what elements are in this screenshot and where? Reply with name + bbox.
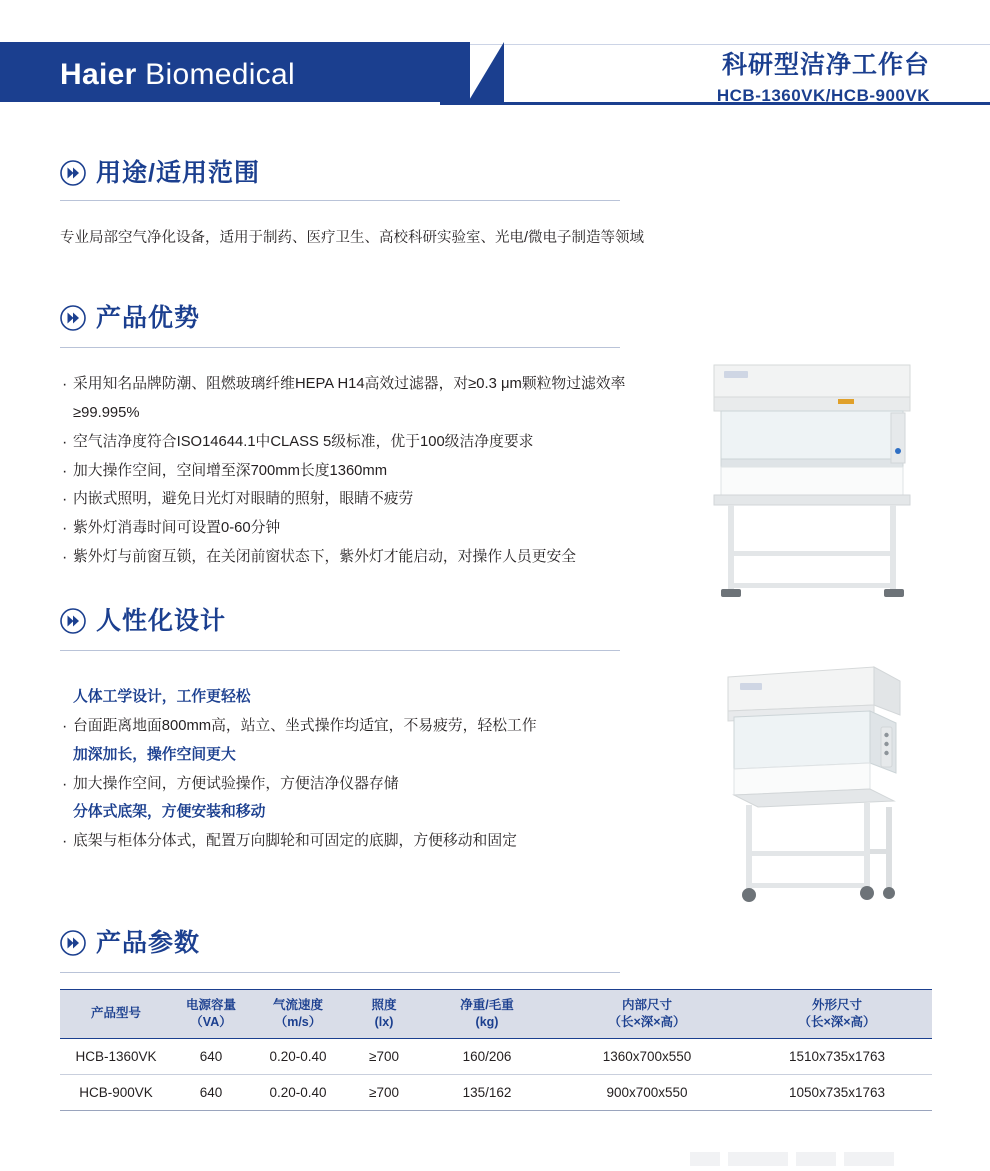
cell-external-size: 1050x735x1763 [742,1074,932,1110]
col-header-power-l1: 电源容量 [185,998,236,1012]
cell-power: 640 [172,1074,250,1110]
section-heading-design [60,608,226,634]
col-header-internal-size [552,990,742,1039]
cell-internal-size: 1360x700x550 [552,1038,742,1074]
cell-power: 640 [172,1038,250,1074]
col-header-illuminance [346,990,422,1039]
col-header-model-l1: 产品型号 [90,1006,141,1021]
col-header-internal-size-l2: （长×深×高） [608,1014,686,1029]
cell-airflow: 0.20-0.40 [250,1038,346,1074]
col-header-power [172,990,250,1039]
product-photo-hcb-1360vk [688,355,943,620]
section-heading-advantages [60,305,200,331]
list-item: · 加大操作空间，方便试验操作，方便洁净仪器存储 [60,770,680,799]
brand-name-light: Biomedical [136,58,295,91]
col-header-weight-l2: (kg) [475,1014,499,1029]
list-item: · 加大操作空间，空间增至深700mm长度1360mm [60,457,680,486]
design-subheading: 加深加长，操作空间更大 [73,746,236,763]
table-header-row [60,990,932,1039]
col-header-external-size-l2: （长×深×高） [798,1014,876,1029]
header-thin-rule [440,44,990,45]
spec-table-head [60,990,932,1039]
chevron-badge-icon [60,608,86,634]
spec-table-wrapper [60,989,932,1111]
page-header [0,0,990,118]
list-item: · 采用知名品牌防潮、阻燃玻璃纤维HEPA H14高效过滤器，对≥0.3 μm颗粒物过滤效率≥99.995% [60,370,680,428]
usage-description: 专业局部空气净化设备，适用于制药、医疗卫生、高校科研实验室、光电/微电子制造等领域 [60,230,645,246]
section-title-usage: 用途/适用范围 [96,158,260,187]
design-list [60,683,680,856]
list-item: · 内嵌式照明，避免日光灯对眼睛的照射，眼睛不疲劳 [60,485,680,514]
section-heading-usage [60,160,260,186]
col-header-model [60,990,172,1039]
col-header-airflow [250,990,346,1039]
list-item: · 空气洁净度符合ISO14644.1中CLASS 5级标准，优于100级洁净度要求 [60,428,680,457]
brand-logo [60,58,295,92]
cell-weight: 160/206 [422,1038,552,1074]
cell-external-size: 1510x735x1763 [742,1038,932,1074]
col-header-airflow-l1: 气流速度 [272,998,323,1012]
section-title-design: 人性化设计 [96,606,227,635]
design-subheading: 人体工学设计，工作更轻松 [73,689,251,705]
spec-table-body [60,1038,932,1110]
col-header-illuminance-l1: 照度 [371,998,397,1012]
col-header-external-size [742,990,932,1039]
list-item: · 紫外灯与前窗互锁，在关闭前窗状态下，紫外灯才能启动，对操作人员更安全 [60,543,680,572]
list-item: · 台面距离地面800mm高，站立、坐式操作均适宜，不易疲劳，轻松工作 [60,712,680,741]
col-header-power-l2: （VA） [190,1014,232,1029]
col-header-external-size-l1: 外形尺寸 [811,998,862,1012]
page-title [717,52,930,106]
col-header-illuminance-l2: (lx) [374,1014,394,1029]
table-row [60,1038,932,1074]
spec-table [60,989,932,1111]
section-underline-usage [60,200,620,201]
section-underline-design [60,650,620,651]
cell-illuminance: ≥700 [346,1038,422,1074]
page-title-cn: 科研型洁净工作台 [721,51,930,79]
section-underline-params [60,972,620,973]
chevron-badge-icon [60,930,86,956]
advantages-list [60,370,680,572]
cell-airflow: 0.20-0.40 [250,1074,346,1110]
col-header-weight [422,990,552,1039]
product-photo-hcb-900vk [688,655,943,920]
footer-watermark [690,1150,950,1168]
cell-model: HCB-900VK [60,1074,172,1110]
section-underline-advantages [60,347,620,348]
col-header-internal-size-l1: 内部尺寸 [621,998,672,1012]
section-title-advantages: 产品优势 [96,303,201,332]
section-title-params: 产品参数 [96,928,201,957]
page-title-models: HCB-1360VK/HCB-900VK [716,85,930,105]
col-header-airflow-l2: （m/s） [274,1014,322,1029]
cell-illuminance: ≥700 [346,1074,422,1110]
cell-internal-size: 900x700x550 [552,1074,742,1110]
section-heading-params [60,930,200,956]
col-header-weight-l1: 净重/毛重 [460,998,514,1012]
chevron-badge-icon [60,160,86,186]
table-row [60,1074,932,1110]
list-item: · 紫外灯消毒时间可设置0-60分钟 [60,514,680,543]
chevron-badge-icon [60,305,86,331]
cell-model: HCB-1360VK [60,1038,172,1074]
cell-weight: 135/162 [422,1074,552,1110]
brand-name-bold: Haier [60,58,137,91]
design-subheading: 分体式底架，方便安装和移动 [73,804,266,821]
list-item: · 底架与柜体分体式，配置万向脚轮和可固定的底脚，方便移动和固定 [60,827,680,856]
